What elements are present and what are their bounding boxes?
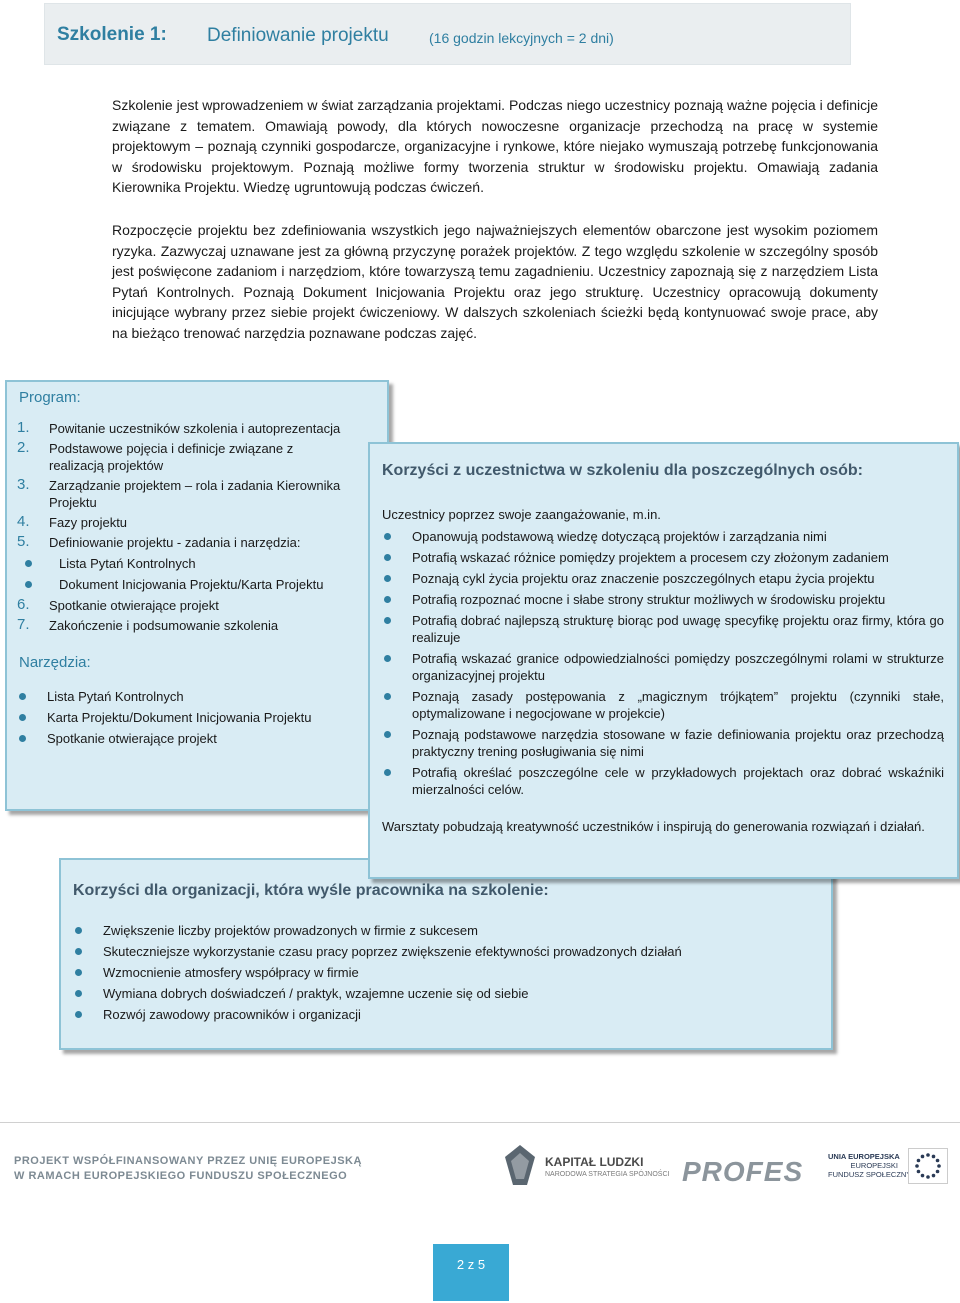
bullet-icon	[75, 990, 82, 997]
bullet-icon	[75, 948, 82, 955]
eu-star-icon	[936, 1159, 940, 1163]
org-benefit-item: Wymiana dobrych doświadczeń / praktyk, wzajemne uczenie się od siebie	[73, 985, 813, 1002]
benefit-item: Poznają podstawowe narzędzia stosowane w fazie definiowania projektu oraz przechodzą praktyczny trening posługiwania się nimi	[382, 726, 944, 760]
program-subitem: Lista Pytań Kontrolnych	[17, 555, 372, 572]
bullet-icon	[384, 731, 391, 738]
individual-benefits-box	[368, 442, 959, 879]
eu-stars-flag-icon	[908, 1148, 948, 1184]
program-item: 3. Zarządzanie projektem – rola i zadania Kierownika Projektu	[17, 476, 341, 510]
bullet-icon	[384, 617, 391, 624]
page-number: 2 z 5	[433, 1244, 509, 1301]
eu-star-icon	[917, 1170, 921, 1174]
bullet-icon	[75, 927, 82, 934]
tool-item: Lista Pytań Kontrolnych	[17, 688, 372, 705]
bullet-icon	[19, 714, 26, 721]
bullet-icon	[384, 769, 391, 776]
eu-star-icon	[917, 1159, 921, 1163]
bullet-icon	[75, 1011, 82, 1018]
bullet-icon	[75, 969, 82, 976]
tools-list	[17, 688, 372, 751]
eu-star-icon	[921, 1155, 925, 1159]
program-item: 2. Podstawowe pojęcia i definicje związane z realizacją projektów	[17, 439, 294, 473]
eu-star-icon	[937, 1164, 941, 1168]
eu-star-icon	[926, 1153, 930, 1157]
org-benefit-item: Zwiększenie liczby projektów prowadzonych w firmie z sukcesem	[73, 922, 813, 939]
program-item: 6. Spotkanie otwierające projekt	[17, 596, 219, 613]
eu-logo-text: UNIA EUROPEJSKA EUROPEJSKI FUNDUSZ SPOŁECZNY	[828, 1152, 912, 1179]
course-number: Szkolenie 1:	[57, 24, 167, 45]
benefit-item: Potrafią określać poszczególne cele w przykładowych projektach oraz dobrać wskaźniki mierzalności celów.	[382, 764, 944, 798]
bullet-icon	[19, 735, 26, 742]
eu-star-icon	[921, 1174, 925, 1178]
organization-benefits-box	[59, 858, 833, 1050]
program-heading: Program:	[19, 389, 81, 406]
benefit-item: Poznają zasady postępowania z „magicznym trójkątem” projektu (czynniki stałe, optymalizowane i negocjowane w projekcie)	[382, 688, 944, 722]
profes-logo: PROFES	[682, 1156, 804, 1187]
individual-benefits-closing: Warsztaty pobudzają kreatywność uczestników i inspirują do generowania rozwiązań i działań.	[382, 819, 925, 834]
document-header	[44, 3, 851, 65]
tool-item: Spotkanie otwierające projekt	[17, 730, 372, 747]
eu-star-icon	[936, 1170, 940, 1174]
program-item: 1. Powitanie uczestników szkolenia i autoprezentacja	[17, 419, 341, 436]
tools-heading: Narzędzia:	[19, 654, 91, 671]
benefit-item: Potrafią dobrać najlepszą strukturę biorąc pod uwagę specyfikę projektu oraz firmy, która go realizuje	[382, 612, 944, 646]
org-benefit-item: Skuteczniejsze wykorzystanie czasu pracy poprzez zwiększenie efektywności prowadzonych działań	[73, 943, 813, 960]
bullet-icon	[384, 533, 391, 540]
benefit-item: Potrafią rozpoznać mocne i słabe strony struktur możliwych w środowisku projektu	[382, 591, 944, 608]
cofinance-statement: PROJEKT WSPÓŁFINANSOWANY PRZEZ UNIĘ EUROPEJSKĄ W RAMACH EUROPEJSKIEGO FUNDUSZU SPOŁECZNEGO	[14, 1155, 362, 1182]
bullet-icon	[384, 655, 391, 662]
program-box	[5, 380, 389, 811]
org-benefit-item: Rozwój zawodowy pracowników i organizacji	[73, 1006, 813, 1023]
kapital-ludzki-emblem-icon	[505, 1145, 535, 1185]
bullet-icon	[25, 581, 32, 588]
program-subitem: Dokument Inicjowania Projektu/Karta Projektu	[17, 576, 372, 593]
bullet-icon	[384, 596, 391, 603]
course-duration: (16 godzin lekcyjnych = 2 dni)	[429, 30, 614, 46]
bullet-icon	[19, 693, 26, 700]
org-benefit-item: Wzmocnienie atmosfery współpracy w firmie	[73, 964, 813, 981]
eu-star-icon	[932, 1174, 936, 1178]
program-item: 5. Definiowanie projektu - zadania i narzędzia: Lista Pytań Kontrolnych Dokument Inicjowania Projektu/Karta Projektu	[17, 534, 372, 593]
organization-benefits-list	[73, 922, 813, 1027]
benefit-item: Potrafią wskazać granice odpowiedzialności pomiędzy poszczególnymi rolami w strukturze organizacyjnej projektu	[382, 650, 944, 684]
bullet-icon	[384, 575, 391, 582]
bullet-icon	[384, 554, 391, 561]
benefit-item: Poznają cykl życia projektu oraz znaczenie poszczególnych etapu życia projektu	[382, 570, 944, 587]
organization-benefits-heading: Korzyści dla organizacji, która wyśle pracownika na szkolenie:	[73, 882, 549, 899]
benefit-item: Potrafią wskazać różnice pomiędzy projektem a procesem czy złożonym zadaniem	[382, 549, 944, 566]
program-list	[17, 420, 372, 637]
bullet-icon	[384, 693, 391, 700]
eu-star-icon	[915, 1164, 919, 1168]
bullet-icon	[25, 560, 32, 567]
program-item: 4. Fazy projektu	[17, 513, 128, 530]
course-title: Definiowanie projektu	[207, 25, 389, 46]
eu-star-icon	[926, 1175, 930, 1179]
individual-benefits-list	[382, 528, 944, 802]
benefit-item: Opanowują podstawową wiedzę dotyczącą projektów i zarządzania nimi	[382, 528, 944, 545]
program-sublist	[49, 555, 372, 593]
tool-item: Karta Projektu/Dokument Inicjowania Projektu	[17, 709, 372, 726]
eu-star-icon	[932, 1155, 936, 1159]
intro-paragraph-1: Szkolenie jest wprowadzeniem w świat zarządzania projektami. Podczas niego uczestnicy poznają ważne pojęcia i definicje związane z tematem. Omawiają powody, dla których nowoczesne organizacje przechodzą na pracę w systemie projektowym – poznają czynniki gospodarcze, organizacyjne i rynkowe, które niejako wymuszają potrzebę funkcjonowania w środowisku projektowym. Poznają możliwe formy tworzenia struktur w środowisku projektu. Omawiają zadania Kierownika Projektu. Wiedzę ugruntowują podczas ćwiczeń.	[112, 97, 878, 195]
footer-divider	[0, 1122, 960, 1123]
individual-benefits-heading: Korzyści z uczestnictwa w szkoleniu dla poszczególnych osób:	[382, 462, 863, 479]
individual-benefits-lead: Uczestnicy poprzez swoje zaangażowanie, m.in.	[382, 507, 661, 522]
intro-paragraph-2: Rozpoczęcie projektu bez zdefiniowania wszystkich jego najważniejszych elementów obarczone jest wysokim poziomem ryzyka. Zazwyczaj uznawane jest za główną przyczynę porażek projektów. Z tego względu szkolenie w szczególny sposób jest poświęcone zadaniom i narzędziom, które towarzyszą temu zagadnieniu. Uczestnicy zapoznają się z narzędziem Lista Pytań Kontrolnych. Poznają Dokument Inicjowania Projektu oraz jego strukturę. Uczestnicy opracowują dokumenty inicjujące wybrany przez siebie projekt ćwiczeniowy. W dalszych szkoleniach ścieżki będą kontynuować swoje prace, aby na bieżąco trenować narzędzia poznawane podczas zajęć.	[112, 222, 878, 341]
program-item: 7. Zakończenie i podsumowanie szkolenia	[17, 616, 279, 633]
